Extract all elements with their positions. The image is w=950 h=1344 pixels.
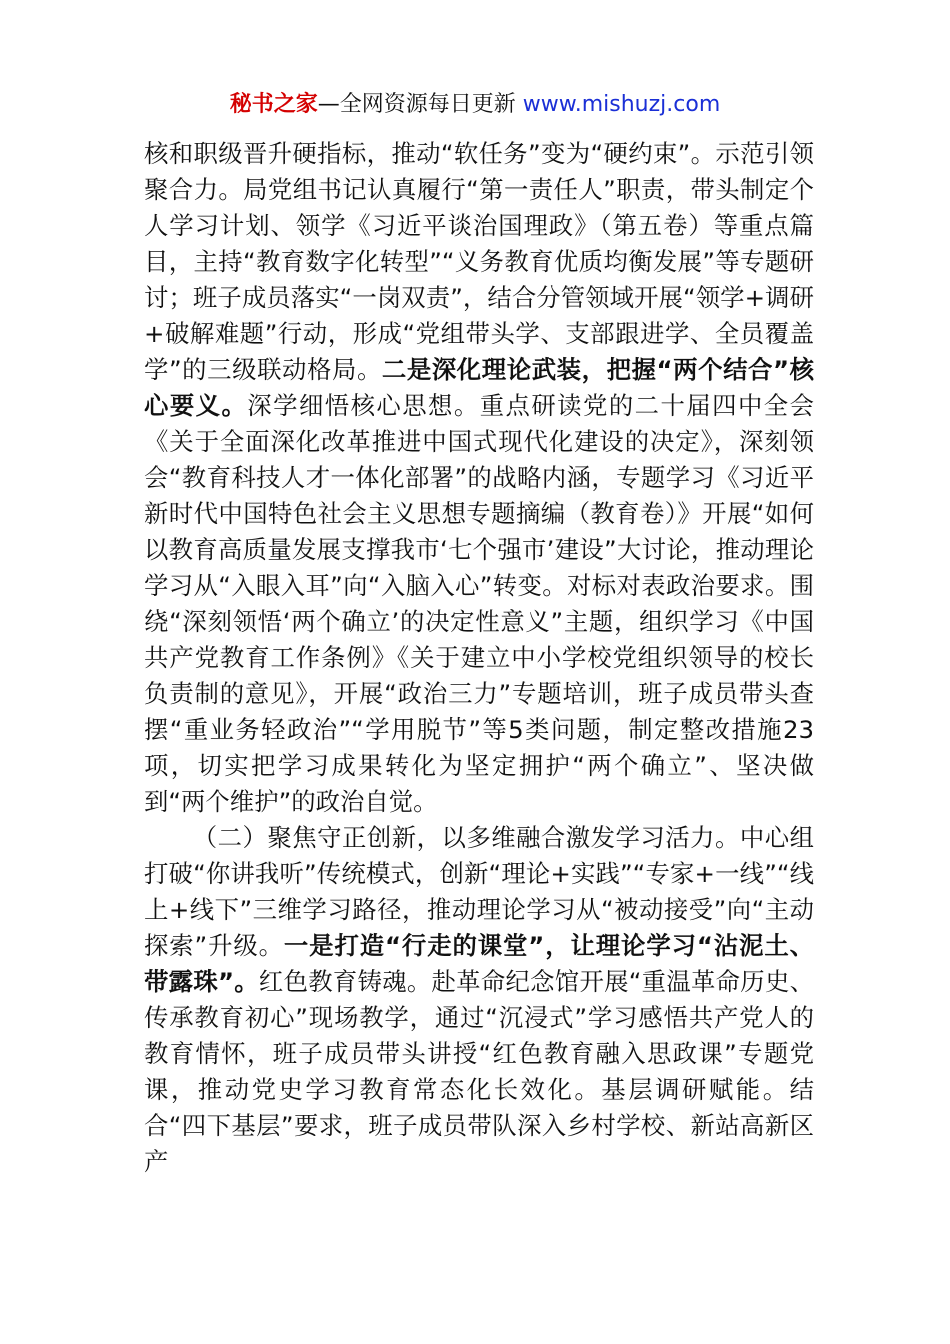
paragraph-2 (144, 820, 814, 1180)
document-body (144, 136, 814, 1180)
header-tagline: —全网资源每日更新 (317, 92, 523, 117)
paragraph-2-text-b: 红色教育铸魂。赴革命纪念馆开展“重温革命历史、传承教育初心”现场教学，通过“沉浸式”学习感悟共产党人的教育情怀，班子成员带头讲授“红色教育融入思政课”专题党课，推动党史学习教育常态化长效化。基层调研赋能。结合“四下基层”要求，班子成员带队深入乡村学校、新站高新区产 (144, 967, 814, 1176)
page-header (0, 90, 950, 120)
header-brand: 秘书之家 (229, 92, 318, 117)
paragraph-1-bold-heading: 二是深化理论武装，把握“两个结合”核心要义。 (144, 355, 814, 420)
paragraph-1 (144, 136, 814, 820)
paragraph-1-text-b: 深学细悟核心思想。重点研读党的二十届四中全会《关于全面深化改革推进中国式现代化建设的决定》，深刻领会“教育科技人才一体化部署”的战略内涵，专题学习《习近平新时代中国特色社会主义思想专题摘编（教育卷）》开展“如何以教育高质量发展支撑我市‘七个强市’建设”大讨论，推动理论学习从“入眼入耳”向“入脑入心”转变。对标对表政治要求。围绕“深刻领悟‘两个确立’的决定性意义”主题，组织学习《中国共产党教育工作条例》《关于建立中小学校党组织领导的校长负责制的意见》，开展“政治三力”专题培训，班子成员带头查摆“重业务轻政治”“学用脱节”等5类问题，制定整改措施23项，切实把学习成果转化为坚定拥护“两个确立”、坚决做到“两个维护”的政治自觉。 (144, 391, 814, 816)
paragraph-1-text-a: 核和职级晋升硬指标，推动“软任务”变为“硬约束”。示范引领聚合力。局党组书记认真履行“第一责任人”职责，带头制定个人学习计划、领学《习近平谈治国理政》（第五卷）等重点篇目，主持“教育数字化转型”“义务教育优质均衡发展”等专题研讨；班子成员落实“一岗双责”，结合分管领域开展“领学+调研+破解难题”行动，形成“党组带头学、支部跟进学、全员覆盖学”的三级联动格局。 (144, 139, 814, 384)
header-url-link[interactable]: www.mishuzj.com (522, 92, 721, 117)
paragraph-2-bold-heading: 一是打造“行走的课堂”，让理论学习“沾泥土、带露珠”。 (144, 931, 815, 996)
paragraph-2-text-a: （二）聚焦守正创新，以多维融合激发学习活力。中心组打破“你讲我听”传统模式，创新“理论+实践”“专家+一线”“线上+线下”三维学习路径，推动理论学习从“被动接受”向“主动探索”升级。 (144, 823, 814, 960)
